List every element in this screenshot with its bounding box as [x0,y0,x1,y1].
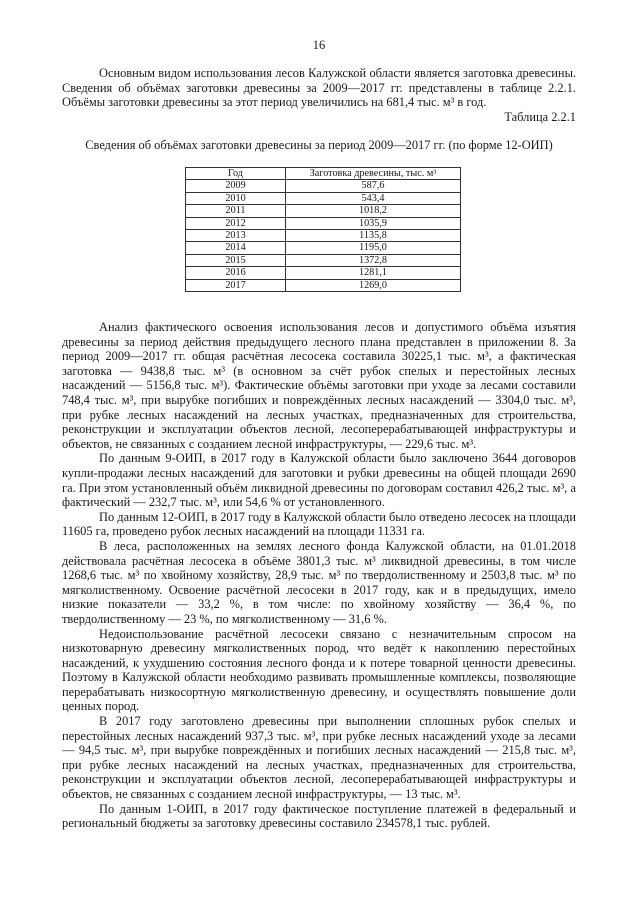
paragraph-9-oip-contracts: По данным 9-ОИП, в 2017 году в Калужской области было заключено 3644 договоров купли-продажи лесных насаждений для заготовки и рубки древесины на общей площади 2690 га. При этом установленный объём ликвидной древесины по договорам составил 426,2 тыс. м³, а фактический — 232,7 тыс. м³, или 54,6 % от установленного. [62,451,576,510]
table-row [186,254,461,266]
intro-paragraph: Основным видом использования лесов Калужской области является заготовка древесины. Сведения об объёмах заготовки древесины за 2009—2017 гг. представлены в таблице 2.2.1. Объёмы заготовки древесины за этот период увеличились на 681,4 тыс. м³ в год. [62,66,576,110]
table-container [62,167,576,292]
paragraph-1-oip-payments: По данным 1-ОИП, в 2017 году фактическое поступление платежей в федеральный и региональный бюджеты за заготовку древесины составило 234578,1 тыс. рублей. [62,801,576,831]
table-row [186,192,461,204]
cell-volume: 1372,8 [286,254,461,266]
cell-volume: 543,4 [286,192,461,204]
harvest-volume-table [185,167,461,292]
cell-year: 2012 [186,217,286,229]
cell-volume: 1135,8 [286,230,461,242]
paragraph-12-oip-allotments: По данным 12-ОИП, в 2017 году в Калужской области было отведено лесосек на площади 11605 га, проведено рубок лесных насаждений на площади 11331 га. [62,509,576,539]
paragraph-harvest-analysis: Анализ фактического освоения использования лесов и допустимого объёма изъятия древесины за период действия предыдущего лесного плана представлен в приложении 8. За период 2009—2017 гг. общая расчётная лесосека составила 30225,1 тыс. м³, а фактическая заготовка — 9438,8 тыс. м³ (в основном за счёт рубок спелых и перестойных лесных насаждений — 5156,8 тыс. м³). Фактические объёмы заготовки при уходе за лесами составили 748,4 тыс. м³, при вырубке погибших и повреждённых лесных насаждений — 3304,0 тыс. м³, при рубке лесных насаждений на лесных участках, предназначенных для строительства, реконструкции и эксплуатации объектов лесной, лесоперерабатывающей инфраструктуры и объектов, не связанных с созданием лесной инфраструктуры, — 229,6 тыс. м³. [62,320,576,451]
cell-volume: 1269,0 [286,279,461,291]
header-year: Год [186,167,286,179]
cell-year: 2014 [186,242,286,254]
cell-volume: 1018,2 [286,205,461,217]
table-row [186,205,461,217]
table-row [186,217,461,229]
table-caption: Сведения об объёмах заготовки древесины за период 2009—2017 гг. (по форме 12-ОИП) [85,138,553,153]
paragraph-allowable-cut: В леса, расположенных на землях лесного фонда Калужской области, на 01.01.2018 действовала расчётная лесосека в объёме 3801,3 тыс. м³ ликвидной древесины, в том числе 1268,6 тыс. м³ по хвойному хозяйству, 28,9 тыс. м³ по твердолиственному и 2503,8 тыс. м³ по мягколиственному. Освоение расчётной лесосеки в 2017 году, как и в предыдущих, имело низкие показатели — 33,2 %, в том числе: по хвойному хозяйству — 36,4 %, по твердолиственному — 23 %, по мягколиственному — 31,6 %. [62,538,576,626]
cell-year: 2015 [186,254,286,266]
cell-volume: 1035,9 [286,217,461,229]
table-row [186,242,461,254]
cell-volume: 1281,1 [286,267,461,279]
document-page [62,38,576,831]
cell-year: 2010 [186,192,286,204]
table-row [186,267,461,279]
paragraph-underuse: Недоиспользование расчётной лесосеки связано с незначительным спросом на низкотоварную древесину мягколиственных пород, что ведёт к накоплению перестойных насаждений, к ухудшению состояния лесного фонда и к потере товарной ценности древесины. Поэтому в Калужской области необходимо развивать промышленные комплексы, позволяющие перерабатывать низкосортную мягколиственную древесину, и осуществлять повышение доли ценных пород. [62,626,576,714]
cell-year: 2013 [186,230,286,242]
page-number: 16 [312,38,326,52]
table-row [186,230,461,242]
cell-year: 2009 [186,180,286,192]
cell-year: 2011 [186,205,286,217]
cell-volume: 1195,0 [286,242,461,254]
table-header-row [186,167,461,179]
table-label: Таблица 2.2.1 [504,109,576,124]
header-harvest-volume: Заготовка древесины, тыс. м³ [286,167,461,179]
table-row [186,279,461,291]
cell-volume: 587,6 [286,180,461,192]
cell-year: 2017 [186,279,286,291]
paragraph-2017-harvest: В 2017 году заготовлено древесины при выполнении сплошных рубок спелых и перестойных лесных насаждений 937,3 тыс. м³, при рубке лесных насаждений уходе за лесами — 94,5 тыс. м³, при вырубке повреждённых и погибших лесных насаждений — 215,8 тыс. м³, при рубке лесных насаждений на лесных участках, предназначенных для строительства, реконструкции и эксплуатации объектов лесной, лесоперерабатывающей инфраструктуры и объектов, не связанных с созданием лесной инфраструктуры, — 13 тыс. м³. [62,714,576,802]
cell-year: 2016 [186,267,286,279]
table-row [186,180,461,192]
